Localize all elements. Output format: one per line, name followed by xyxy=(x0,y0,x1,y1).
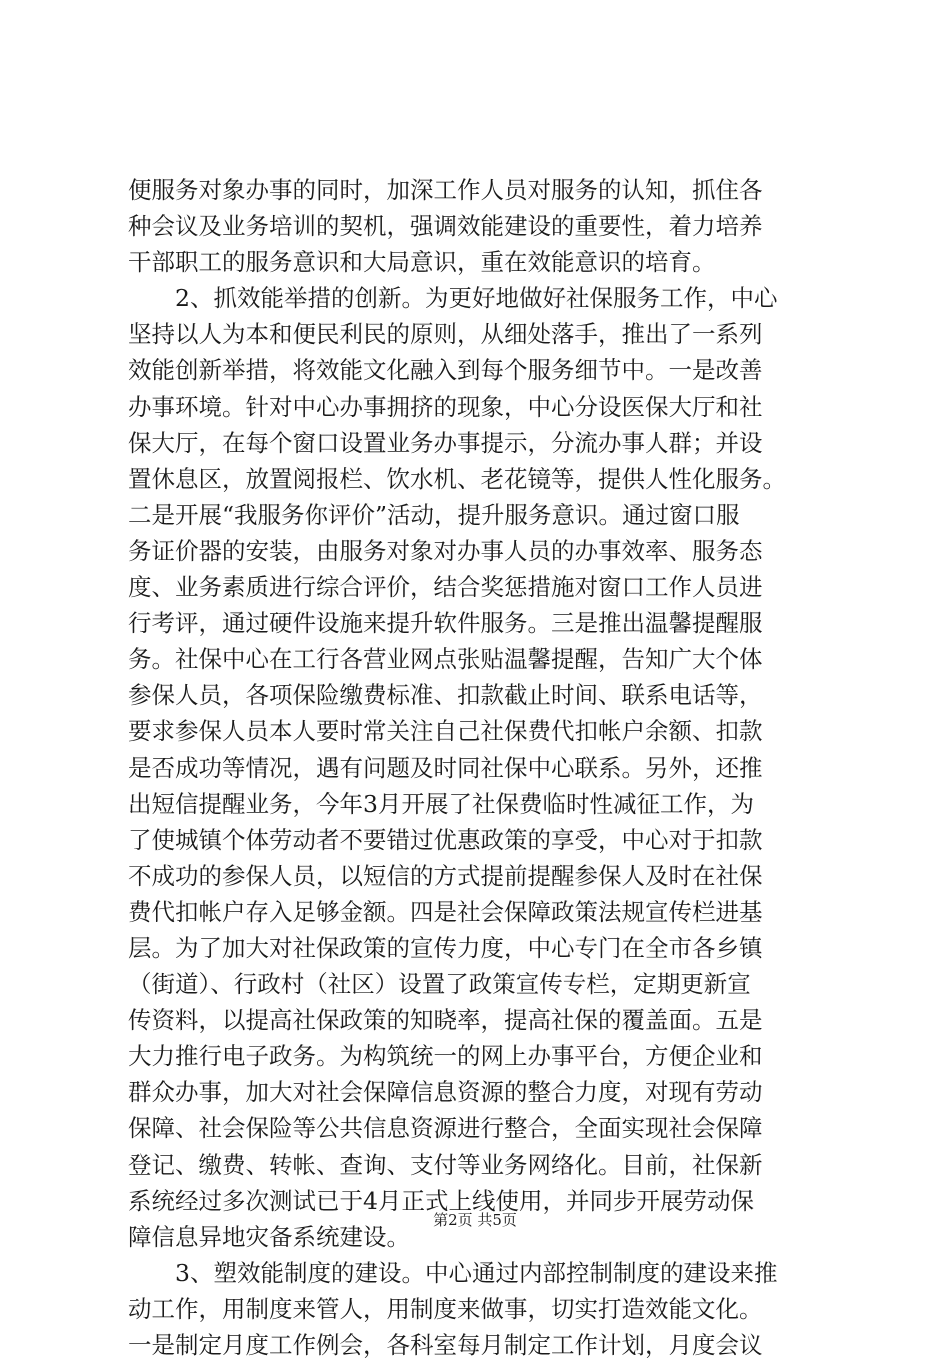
text-line: 办事环境。针对中心办事拥挤的现象，中心分设医保大厅和社 xyxy=(128,392,763,421)
text-line: 行考评，通过硬件设施来提升软件服务。三是推出温馨提醒服 xyxy=(128,609,763,638)
text-line: 一是制定月度工作例会，各科室每月制定工作计划，月度会议 xyxy=(128,1331,763,1359)
text-line: 不成功的参保人员，以短信的方式提前提醒参保人及时在社保 xyxy=(128,861,763,890)
text-line: 坚持以人为本和便民利民的原则，从细处落手，推出了一系列 xyxy=(128,320,763,349)
text-line: 群众办事，加大对社会保障信息资源的整合力度，对现有劳动 xyxy=(128,1078,763,1107)
text-line: 务。社保中心在工行各营业网点张贴温馨提醒，告知广大个体 xyxy=(128,645,763,674)
text-line: 系统经过多次测试已于4月正式上线使用，并同步开展劳动保 xyxy=(128,1186,754,1215)
text-line: 保障、社会保险等公共信息资源进行整合，全面实现社会保障 xyxy=(128,1114,763,1143)
text-line: 置休息区，放置阅报栏、饮水机、老花镜等，提供人性化服务。 xyxy=(128,464,786,493)
text-line: 登记、缴费、转帐、查询、支付等业务网络化。目前，社保新 xyxy=(128,1150,763,1179)
text-line: 种会议及业务培训的契机，强调效能建设的重要性，着力培养 xyxy=(128,212,763,241)
text-line: 大力推行电子政务。为构筑统一的网上办事平台，方便企业和 xyxy=(128,1042,763,1071)
text-line: 二是开展“我服务你评价”活动，提升服务意识。通过窗口服 xyxy=(128,500,740,529)
text-line: 动工作，用制度来管人，用制度来做事，切实打造效能文化。 xyxy=(128,1294,763,1323)
text-line: 要求参保人员本人要时常关注自己社保费代扣帐户余额、扣款 xyxy=(128,717,763,746)
page-footer: 第2页 共5页 xyxy=(433,1211,517,1229)
text-line: 出短信提醒业务，今年3月开展了社保费临时性减征工作，为 xyxy=(128,789,754,818)
text-line: 效能创新举措，将效能文化融入到每个服务细节中。一是改善 xyxy=(128,356,763,385)
text-line: 层。为了加大对社保政策的宣传力度，中心专门在全市各乡镇 xyxy=(128,933,763,962)
text-line: 干部职工的服务意识和大局意识，重在效能意识的培育。 xyxy=(128,248,716,277)
text-line: 2、抓效能举措的创新。为更好地做好社保服务工作，中心 xyxy=(175,284,778,313)
text-line: 度、业务素质进行综合评价，结合奖惩措施对窗口工作人员进 xyxy=(128,573,763,602)
text-line: 费代扣帐户存入足够金额。四是社会保障政策法规宣传栏进基 xyxy=(128,897,763,926)
text-line: 是否成功等情况，遇有问题及时同社保中心联系。另外，还推 xyxy=(128,753,763,782)
text-line: （街道）、行政村（社区）设置了政策宣传专栏，定期更新宣 xyxy=(128,970,751,999)
text-line: 务证价器的安装，由服务对象对办事人员的办事效率、服务态 xyxy=(128,536,763,565)
text-line: 3、塑效能制度的建设。中心通过内部控制制度的建设来推 xyxy=(175,1258,778,1287)
text-line: 障信息异地灾备系统建设。 xyxy=(128,1222,410,1251)
text-line: 参保人员，各项保险缴费标准、扣款截止时间、联系电话等， xyxy=(128,681,763,710)
text-line: 了使城镇个体劳动者不要错过优惠政策的享受，中心对于扣款 xyxy=(128,825,763,854)
text-line: 便服务对象办事的同时，加深工作人员对服务的认知，抓住各 xyxy=(128,176,763,204)
body-text xyxy=(128,172,840,1363)
text-line: 保大厅，在每个窗口设置业务办事提示，分流办事人群；并设 xyxy=(128,428,763,457)
text-line: 传资料，以提高社保政策的知晓率，提高社保的覆盖面。五是 xyxy=(128,1006,763,1035)
